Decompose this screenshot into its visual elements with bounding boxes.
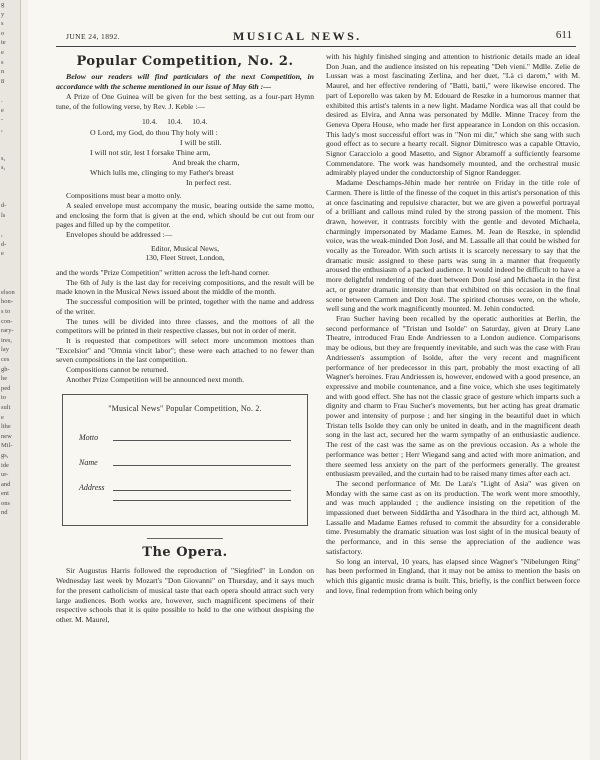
- rules-paragraph: The 6th of July is the last day for receiving compositions, and the result will be made known in the Musical News issued about the middle of the month.: [56, 277, 314, 297]
- adjacent-page-gutter: [0, 0, 21, 760]
- competition-intro: Below our readers will find particulars of the next Competition, in accordance with the scheme mentioned in our issue of May 6th :—: [56, 72, 314, 91]
- review-paragraph: with his highly finished singing and attention to histrionic details made an ideal Don Juan, and the audience insisted on his repeating "Deh vieni." Mdlle. Zelie de Lussan was a most fascinating Zerlina, and her duet, "Là ci darem," with M. Maurel, and her effective rendering of "Batti, batti," were likewise encored. The part of Leporello was taken by M. Edouard de Reszke in a humorous manner that exhibited this artist's talents in a new light. Madame Nordica was all that could be desired as Elvira, and Anna was personated by Mdlle. Minne Tracey from the Geneva Opera House, who made her first appearance in London on this occasion. This lady's most successful effort was in "Non mi dir," which she sang with such good effect as to secure a hearty recall. Signor Dimitresco was a capable Ottavio, Signor Caracciolo a good Masetto, and Signor Abramoff a sufficiently fearsome Commendatore. The work was handsomely mounted, and the orchestral music admirably played under the conductorship of Signor Randegger.: [326, 52, 580, 178]
- gutter-fragment: s,: [1, 164, 6, 172]
- gutter-fragment: ped: [1, 384, 11, 392]
- gutter-fragment: .: [1, 96, 3, 104]
- rules-paragraph: Compositions must bear a motto only.: [66, 191, 182, 201]
- editor-address: [56, 244, 314, 263]
- gutter-fragment: elson: [1, 288, 15, 296]
- verse-line: In perfect rest.: [186, 178, 232, 188]
- gutter-fragment: s to: [1, 308, 11, 315]
- gutter-fragment: te: [1, 39, 6, 47]
- gutter-fragment: ,: [1, 231, 3, 239]
- prize-paragraph: A Prize of One Guinea will be given for the best setting, as a four-part Hymn tune, of the following verse, by Rev. J. Keble :—: [56, 92, 314, 111]
- gutter-fragment: con-: [1, 317, 13, 325]
- newspaper-page: [28, 0, 590, 760]
- verse-line: Which lulls me, clinging to my Father's breast: [90, 168, 234, 178]
- gutter-fragment: ide: [1, 461, 9, 469]
- gutter-fragment: s: [1, 58, 4, 66]
- issue-date: JUNE 24, 1892.: [66, 32, 120, 41]
- gutter-fragment: gs,: [1, 451, 9, 459]
- verse-line: I will be still.: [180, 138, 222, 148]
- gutter-fragment: and: [1, 480, 11, 488]
- gutter-fragment: ires,: [1, 336, 13, 344]
- review-paragraph: The second performance of Mr. De Lara's "Light of Asia" was given on Monday with the same cast as on its production. The work went more smoothly, and was much applauded ; the audience insisting on the repetition of the impassioned duet between Siddârtha and Yâsodhara in the third act, although M. Lassalle and Madame Eames refused to commit the absurdity for a considerable time. Presumably the dramatic situation was lost sight of in the musical beauty of the performance, and in this sense the appreciation of the audience was satisfactory.: [326, 478, 580, 556]
- opera-paragraph: Sir Augustus Harris followed the reproduction of "Siegfried" in London on Wednesday last week by Mozart's "Don Giovanni" on Thursday, and it says much for the present catholicism of musical taste that each opera should attract such very large audiences. Both works are, however, such magnificent specimens of their respective schools that it is quite possible to hold to the one without despising the other. M. Maurel,: [56, 566, 314, 624]
- gutter-fragment: [0, 173, 20, 183]
- competition-heading: Popular Competition, No. 2.: [76, 54, 294, 69]
- gutter-fragment: [0, 182, 20, 192]
- gutter-fragment: [0, 278, 20, 288]
- gutter-fragment: rary-: [1, 327, 14, 335]
- field-label: Motto: [79, 433, 99, 443]
- verse-line: O Lord, my God, do thou Thy holy will :: [90, 128, 218, 138]
- gutter-fragment: s,: [1, 154, 6, 162]
- rules-paragraph: Envelopes should be addressed :—: [66, 229, 173, 239]
- verse-line: I will not stir, lest I forsake Thine arm,: [90, 148, 211, 158]
- entry-form-coupon: [62, 394, 308, 526]
- gutter-fragment: ,: [1, 125, 3, 133]
- gutter-fragment: new: [1, 432, 12, 440]
- motto-field[interactable]: [79, 433, 291, 443]
- field-label: Name: [79, 458, 98, 468]
- gutter-fragment: hon-: [1, 298, 13, 306]
- gutter-fragment: lay: [1, 346, 9, 354]
- gutter-fragment: n: [1, 68, 5, 76]
- gutter-fragment: s: [1, 20, 4, 28]
- rules-paragraph: Another Prize Competition will be announced next month.: [66, 374, 244, 384]
- gutter-fragment: [0, 259, 20, 269]
- metre-item: 10.4.: [167, 117, 183, 127]
- gutter-fragment: nd: [1, 509, 8, 517]
- gutter-fragment: [0, 192, 20, 202]
- rules-paragraph: The successful composition will be printed, together with the name and address of the writer.: [56, 297, 314, 316]
- left-column: [56, 52, 314, 625]
- rules-paragraph: and the words "Prize Competition" written across the left-hand corner.: [56, 268, 270, 278]
- gutter-fragment: [0, 144, 20, 154]
- review-paragraph: Madame Deschamps-Jéhin made her rentrée on Friday in the title role of Carmen. There is little of the finesse of the coquet in this artist's personation of this at once fascinating and repulsive character, but we are given a powerful portrayal of a brilliant and callous mind ruled by the strong passion of the moment. This drawn, however, it contrasts forcibly with the gentle and devoted Michaela, charmingly impersonated by Madame Eames. M. Jean de Reszke, in splendid voice, was the weak-minded Don José, and M. Lassalle all that could be wished for vocally as the Toreador. With such artists it is scarcely necessary to say that the dramatic music assigned to these parts was sung in a manner that frequently aroused the enthusiasm of a packed audience. It would indeed be difficult to have a more delightful rendering of the duet between Don José and Michaela in the first act, or greater dramatic intensity than that exhibited on this occasion in the final scene between Carmen and Don José. The spirited choruses were, on the whole, well sung and the work magnificently mounted. M. Jehin conducted.: [326, 178, 580, 314]
- metre-item: 10.4.: [142, 117, 158, 127]
- gutter-fragment: lthe: [1, 423, 11, 431]
- section-divider: [147, 538, 223, 539]
- gutter-fragment: he: [1, 375, 8, 383]
- gutter-fragment: to: [1, 394, 7, 402]
- address-line: 130, Fleet Street, London,: [145, 253, 225, 263]
- metre-item: 10.4.: [192, 117, 208, 127]
- gutter-fragment: e: [1, 250, 4, 258]
- gutter-fragment: [0, 269, 20, 279]
- gutter-fragment: ons: [1, 499, 11, 507]
- gutter-fragment: e: [1, 48, 4, 56]
- gutter-fragment: d-: [1, 240, 7, 248]
- gutter-fragment: sult: [1, 403, 11, 411]
- gutter-fragment: e: [1, 413, 4, 421]
- review-paragraph: Frau Sucher having been recalled by the operatic authorities at Berlin, the second performance of "Tristan und Isolde" on Saturday, given at Drury Lane Theatre, introduced Frau Ende Andriessen to a London audience. Comparisons may be odious, but they are frequently inevitable, and such was the case with Frau Andriessen's assumption of Isolde, after the very recent and magnificent performance of her predecessor in this part, probably the most exacting of all Wagner's heroines. Frau Andriessen is, however, endowed with a good presence, an expressive and mobile countenance, and a fine voice, which she uses legitimately and with good effect. She has not the classic grace of gesture which imparts such a dignity and charm to Frau Sucher's movements, but her acting has great dramatic power and intensity of purpose ; and her singing in the beautiful duet in which Tristan tells Isolde they can only be united in death, and in the magnificent death song in the last act, secured her the warm sympathy of an enthusiastic audience. The rest of the cast was the same as on the previous occasion. As a whole the performance was better ; Herr Wiegand sang and acted with more animation, and there seemed less anxiety on the part of the performers generally. The greatest enthusiasm prevailed, and the curtain had to be raised many times after each act.: [326, 313, 580, 479]
- rules-paragraph: The tunes will be divided into three classes, and the mottoes of all the competitors will be printed in their respective classes, but not in order of merit.: [56, 316, 314, 336]
- gutter-fragment: Mil-: [1, 442, 13, 450]
- gutter-fragment: 8: [1, 77, 5, 85]
- page-number: 611: [555, 29, 572, 41]
- gutter-fragment: [0, 134, 20, 144]
- gutter-fragment: ces: [1, 355, 10, 363]
- gutter-fragment: gh-: [1, 365, 10, 373]
- verse-metre: [142, 117, 314, 127]
- opera-heading: The Opera.: [142, 545, 228, 561]
- gutter-fragment: -: [1, 116, 4, 124]
- running-head: [28, 30, 590, 44]
- address-field[interactable]: [79, 483, 291, 493]
- masthead-title: MUSICAL NEWS.: [233, 29, 362, 43]
- gutter-fragment: ls: [1, 212, 6, 220]
- gutter-fragment: e: [1, 106, 4, 114]
- gutter-fragment: y: [1, 10, 5, 18]
- gutter-fragment: o: [1, 29, 5, 37]
- rules-paragraph: A sealed envelope must accompany the music, bearing outside the same motto, and enclosing the form that is given at the end, which should be cut out from our pages and filled up by the competitor.: [56, 200, 314, 230]
- header-rule: [56, 46, 576, 47]
- gutter-fragment: g: [1, 1, 5, 8]
- rules-paragraph: It is requested that competitors will select more uncommon mottoes than "Excelsior" and "Omnia vincit labor"; these were each attached to no fewer than seven compositions in the last competition.: [56, 335, 314, 365]
- entry-form-title: "Musical News" Popular Competition, No. 2.: [108, 404, 262, 414]
- hymn-verse: [90, 128, 314, 188]
- address-line: Editor, Musical News,: [150, 243, 220, 253]
- gutter-fragment: [0, 221, 20, 231]
- gutter-fragment: d-: [1, 202, 7, 210]
- field-label: Address: [79, 483, 105, 493]
- review-paragraph: So long an interval, 10 years, has elapsed since Wagner's "Nibelungen Ring" has been performed in England, that it may not be amiss to mention the basis on which this gigantic music drama is built. This, briefly, is the conflict between force and love, final redemption from which being only: [326, 556, 580, 595]
- name-field[interactable]: [79, 458, 291, 468]
- rules-paragraph: Compositions cannot be returned.: [66, 365, 169, 375]
- right-column: [326, 52, 580, 595]
- gutter-fragment: [0, 86, 20, 96]
- gutter-fragment: ent: [1, 490, 9, 498]
- gutter-fragment: ur-: [1, 471, 9, 479]
- verse-line: And break the charm,: [172, 158, 240, 168]
